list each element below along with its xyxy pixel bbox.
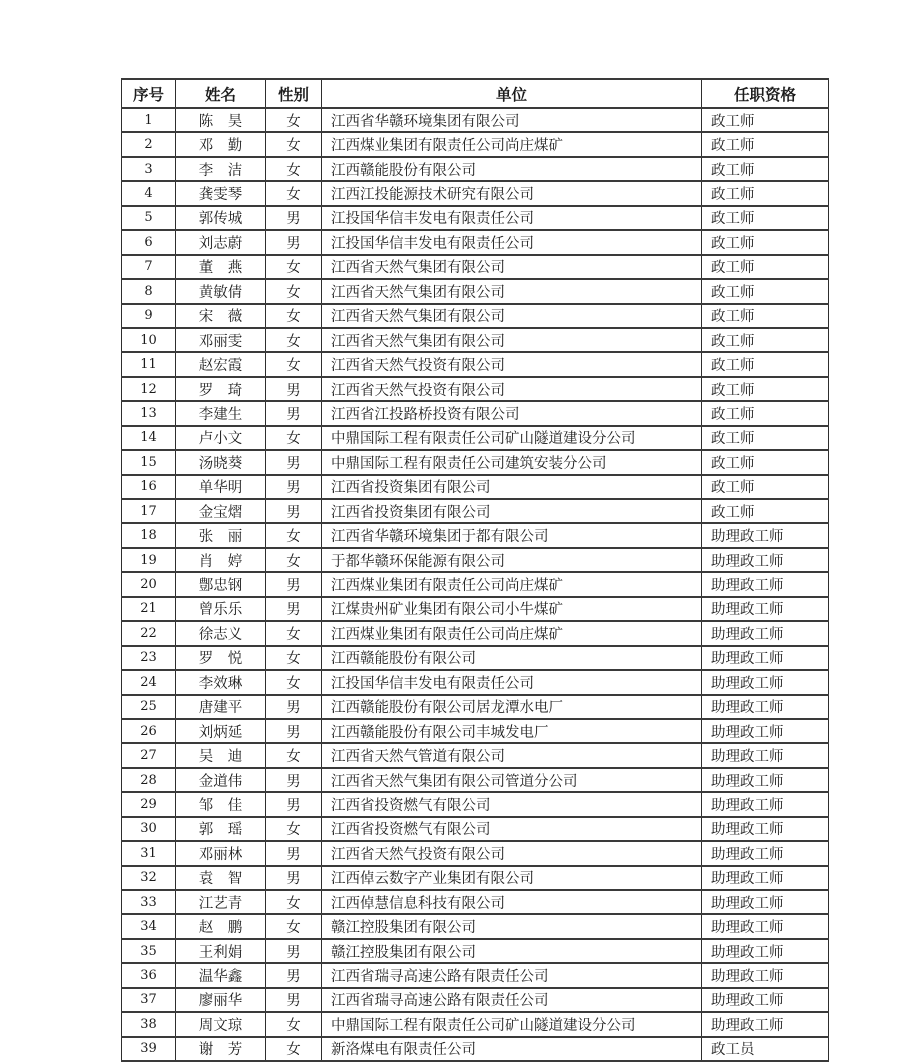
cell-name: 黄敏倩 [176,279,266,303]
table-row [122,817,829,841]
column-header-gender: 性别 [266,79,322,108]
cell-qual: 助理政工师 [702,523,829,547]
cell-no: 26 [122,719,176,743]
cell-unit: 江西省瑞寻高速公路有限责任公司 [322,963,702,987]
cell-unit: 江西省投资集团有限公司 [322,499,702,523]
cell-no: 16 [122,475,176,499]
cell-no: 11 [122,352,176,376]
cell-unit: 中鼎国际工程有限责任公司矿山隧道建设分公司 [322,426,702,450]
cell-gender: 男 [266,377,322,401]
cell-name: 李效琳 [176,670,266,694]
cell-gender: 女 [266,328,322,352]
table-row [122,768,829,792]
cell-gender: 女 [266,670,322,694]
cell-unit: 江投国华信丰发电有限责任公司 [322,206,702,230]
cell-unit: 江西省天然气投资有限公司 [322,352,702,376]
cell-name: 肖 婷 [176,548,266,572]
personnel-table [121,78,829,1062]
cell-qual: 政工员 [702,1037,829,1061]
cell-gender: 男 [266,572,322,596]
cell-no: 13 [122,401,176,425]
cell-no: 23 [122,646,176,670]
cell-unit: 赣江控股集团有限公司 [322,939,702,963]
cell-unit: 江西省天然气投资有限公司 [322,377,702,401]
cell-qual: 助理政工师 [702,988,829,1012]
cell-qual: 助理政工师 [702,866,829,890]
table-row [122,328,829,352]
cell-no: 32 [122,866,176,890]
cell-qual: 助理政工师 [702,548,829,572]
cell-name: 徐志义 [176,621,266,645]
cell-unit: 江西省投资燃气有限公司 [322,817,702,841]
table-body [122,108,829,1061]
cell-gender: 男 [266,230,322,254]
cell-qual: 助理政工师 [702,768,829,792]
cell-qual: 政工师 [702,426,829,450]
table-row [122,352,829,376]
cell-gender: 男 [266,450,322,474]
cell-name: 曾乐乐 [176,597,266,621]
cell-no: 28 [122,768,176,792]
cell-name: 李 洁 [176,157,266,181]
cell-name: 郭传城 [176,206,266,230]
cell-no: 2 [122,132,176,156]
cell-unit: 江西省天然气集团有限公司 [322,255,702,279]
cell-gender: 女 [266,523,322,547]
cell-qual: 政工师 [702,377,829,401]
table-row [122,157,829,181]
column-header-qual: 任职资格 [702,79,829,108]
cell-gender: 女 [266,108,322,132]
cell-unit: 江西省天然气管道有限公司 [322,743,702,767]
cell-gender: 女 [266,890,322,914]
cell-gender: 男 [266,719,322,743]
cell-name: 陈 昊 [176,108,266,132]
cell-qual: 助理政工师 [702,792,829,816]
cell-no: 19 [122,548,176,572]
cell-name: 龚雯琴 [176,181,266,205]
cell-qual: 助理政工师 [702,646,829,670]
cell-gender: 女 [266,817,322,841]
cell-no: 38 [122,1012,176,1036]
cell-gender: 女 [266,132,322,156]
cell-name: 宋 薇 [176,304,266,328]
cell-unit: 江西省江投路桥投资有限公司 [322,401,702,425]
cell-qual: 政工师 [702,499,829,523]
cell-qual: 助理政工师 [702,743,829,767]
cell-qual: 政工师 [702,181,829,205]
cell-name: 邓 勤 [176,132,266,156]
table-row [122,475,829,499]
table-row [122,1037,829,1061]
cell-unit: 江西煤业集团有限责任公司尚庄煤矿 [322,572,702,596]
cell-gender: 男 [266,499,322,523]
cell-no: 25 [122,695,176,719]
cell-unit: 江西省瑞寻高速公路有限责任公司 [322,988,702,1012]
cell-gender: 男 [266,841,322,865]
cell-unit: 江西倬云数字产业集团有限公司 [322,866,702,890]
table-row [122,304,829,328]
cell-no: 17 [122,499,176,523]
cell-no: 37 [122,988,176,1012]
cell-no: 15 [122,450,176,474]
cell-qual: 政工师 [702,352,829,376]
cell-name: 赵宏霞 [176,352,266,376]
cell-name: 鄷忠钢 [176,572,266,596]
cell-name: 罗 悦 [176,646,266,670]
table-row [122,963,829,987]
cell-no: 1 [122,108,176,132]
cell-qual: 政工师 [702,475,829,499]
cell-gender: 女 [266,255,322,279]
cell-unit: 江西省华赣环境集团于都有限公司 [322,523,702,547]
table-row [122,646,829,670]
table-row [122,670,829,694]
cell-name: 赵 鹏 [176,914,266,938]
table-row [122,572,829,596]
table-row [122,548,829,572]
table-row [122,719,829,743]
cell-name: 张 丽 [176,523,266,547]
table-row [122,450,829,474]
cell-qual: 助理政工师 [702,914,829,938]
table-row [122,255,829,279]
table-row [122,181,829,205]
cell-unit: 江煤贵州矿业集团有限公司小牛煤矿 [322,597,702,621]
cell-name: 袁 智 [176,866,266,890]
cell-qual: 政工师 [702,255,829,279]
cell-qual: 助理政工师 [702,841,829,865]
cell-no: 34 [122,914,176,938]
cell-qual: 政工师 [702,108,829,132]
cell-name: 廖丽华 [176,988,266,1012]
cell-qual: 政工师 [702,206,829,230]
cell-unit: 江西赣能股份有限公司丰城发电厂 [322,719,702,743]
cell-no: 27 [122,743,176,767]
cell-no: 20 [122,572,176,596]
cell-qual: 政工师 [702,279,829,303]
cell-gender: 女 [266,914,322,938]
cell-no: 6 [122,230,176,254]
cell-unit: 中鼎国际工程有限责任公司矿山隧道建设分公司 [322,1012,702,1036]
cell-name: 周文琼 [176,1012,266,1036]
table-row [122,206,829,230]
cell-no: 30 [122,817,176,841]
cell-name: 邓丽雯 [176,328,266,352]
cell-no: 36 [122,963,176,987]
table-row [122,499,829,523]
cell-name: 金宝熠 [176,499,266,523]
cell-gender: 女 [266,304,322,328]
cell-qual: 助理政工师 [702,670,829,694]
cell-unit: 江西省天然气集团有限公司 [322,304,702,328]
table-row [122,377,829,401]
cell-no: 31 [122,841,176,865]
cell-gender: 女 [266,352,322,376]
cell-qual: 政工师 [702,401,829,425]
cell-qual: 助理政工师 [702,597,829,621]
cell-qual: 政工师 [702,230,829,254]
cell-name: 温华鑫 [176,963,266,987]
cell-unit: 江投国华信丰发电有限责任公司 [322,230,702,254]
cell-no: 39 [122,1037,176,1061]
cell-name: 邹 佳 [176,792,266,816]
cell-unit: 江西省投资燃气有限公司 [322,792,702,816]
cell-gender: 女 [266,157,322,181]
cell-no: 18 [122,523,176,547]
table-row [122,841,829,865]
cell-gender: 男 [266,695,322,719]
table-row [122,426,829,450]
cell-qual: 助理政工师 [702,1012,829,1036]
cell-name: 罗 琦 [176,377,266,401]
cell-unit: 江投国华信丰发电有限责任公司 [322,670,702,694]
cell-gender: 女 [266,1037,322,1061]
cell-name: 单华明 [176,475,266,499]
cell-gender: 男 [266,206,322,230]
cell-qual: 助理政工师 [702,939,829,963]
table-row [122,695,829,719]
table-row [122,597,829,621]
header-row [122,79,829,108]
cell-gender: 女 [266,1012,322,1036]
cell-no: 3 [122,157,176,181]
cell-qual: 助理政工师 [702,817,829,841]
cell-gender: 女 [266,279,322,303]
cell-gender: 男 [266,792,322,816]
cell-gender: 男 [266,768,322,792]
cell-qual: 助理政工师 [702,695,829,719]
cell-qual: 助理政工师 [702,572,829,596]
table-row [122,108,829,132]
cell-unit: 江西赣能股份有限公司 [322,157,702,181]
cell-gender: 女 [266,426,322,450]
cell-unit: 江西省华赣环境集团有限公司 [322,108,702,132]
cell-gender: 男 [266,988,322,1012]
cell-unit: 新洛煤电有限责任公司 [322,1037,702,1061]
cell-gender: 女 [266,743,322,767]
table-row [122,523,829,547]
cell-gender: 男 [266,475,322,499]
cell-gender: 女 [266,646,322,670]
cell-qual: 政工师 [702,304,829,328]
cell-name: 邓丽林 [176,841,266,865]
cell-name: 吴 迪 [176,743,266,767]
cell-no: 22 [122,621,176,645]
cell-unit: 江西赣能股份有限公司 [322,646,702,670]
cell-qual: 政工师 [702,132,829,156]
table-row [122,132,829,156]
cell-name: 卢小文 [176,426,266,450]
cell-unit: 江西煤业集团有限责任公司尚庄煤矿 [322,132,702,156]
table-row [122,914,829,938]
table-row [122,939,829,963]
cell-unit: 江西省天然气集团有限公司 [322,328,702,352]
cell-qual: 助理政工师 [702,621,829,645]
column-header-unit: 单位 [322,79,702,108]
cell-qual: 助理政工师 [702,719,829,743]
cell-gender: 男 [266,939,322,963]
table-row [122,866,829,890]
table-row [122,230,829,254]
table-row [122,621,829,645]
cell-no: 29 [122,792,176,816]
cell-no: 10 [122,328,176,352]
cell-name: 刘炳延 [176,719,266,743]
cell-no: 5 [122,206,176,230]
cell-unit: 江西省天然气投资有限公司 [322,841,702,865]
cell-unit: 江西煤业集团有限责任公司尚庄煤矿 [322,621,702,645]
cell-name: 唐建平 [176,695,266,719]
cell-qual: 助理政工师 [702,890,829,914]
cell-qual: 政工师 [702,328,829,352]
cell-gender: 女 [266,181,322,205]
cell-unit: 于都华赣环保能源有限公司 [322,548,702,572]
cell-name: 李建生 [176,401,266,425]
cell-unit: 江西省天然气集团有限公司 [322,279,702,303]
cell-name: 王利娟 [176,939,266,963]
cell-name: 金道伟 [176,768,266,792]
cell-name: 江艺青 [176,890,266,914]
cell-no: 24 [122,670,176,694]
cell-no: 7 [122,255,176,279]
cell-gender: 女 [266,548,322,572]
cell-no: 12 [122,377,176,401]
cell-name: 郭 瑶 [176,817,266,841]
table-row [122,890,829,914]
cell-gender: 男 [266,963,322,987]
table-row [122,743,829,767]
cell-qual: 助理政工师 [702,963,829,987]
cell-unit: 江西江投能源技术研究有限公司 [322,181,702,205]
cell-no: 14 [122,426,176,450]
cell-unit: 中鼎国际工程有限责任公司建筑安装分公司 [322,450,702,474]
column-header-name: 姓名 [176,79,266,108]
cell-name: 刘志蔚 [176,230,266,254]
table-row [122,792,829,816]
cell-no: 21 [122,597,176,621]
cell-no: 33 [122,890,176,914]
cell-qual: 政工师 [702,157,829,181]
cell-unit: 江西赣能股份有限公司居龙潭水电厂 [322,695,702,719]
cell-unit: 江西倬慧信息科技有限公司 [322,890,702,914]
cell-no: 35 [122,939,176,963]
column-header-no: 序号 [122,79,176,108]
cell-no: 8 [122,279,176,303]
document-page [121,78,829,1062]
cell-gender: 男 [266,597,322,621]
table-row [122,401,829,425]
cell-gender: 男 [266,401,322,425]
cell-gender: 男 [266,866,322,890]
cell-unit: 赣江控股集团有限公司 [322,914,702,938]
cell-no: 4 [122,181,176,205]
table-row [122,279,829,303]
cell-qual: 政工师 [702,450,829,474]
table-row [122,988,829,1012]
cell-name: 汤晓葵 [176,450,266,474]
cell-name: 谢 芳 [176,1037,266,1061]
cell-unit: 江西省天然气集团有限公司管道分公司 [322,768,702,792]
cell-name: 董 燕 [176,255,266,279]
cell-no: 9 [122,304,176,328]
table-row [122,1012,829,1036]
cell-gender: 女 [266,621,322,645]
cell-unit: 江西省投资集团有限公司 [322,475,702,499]
